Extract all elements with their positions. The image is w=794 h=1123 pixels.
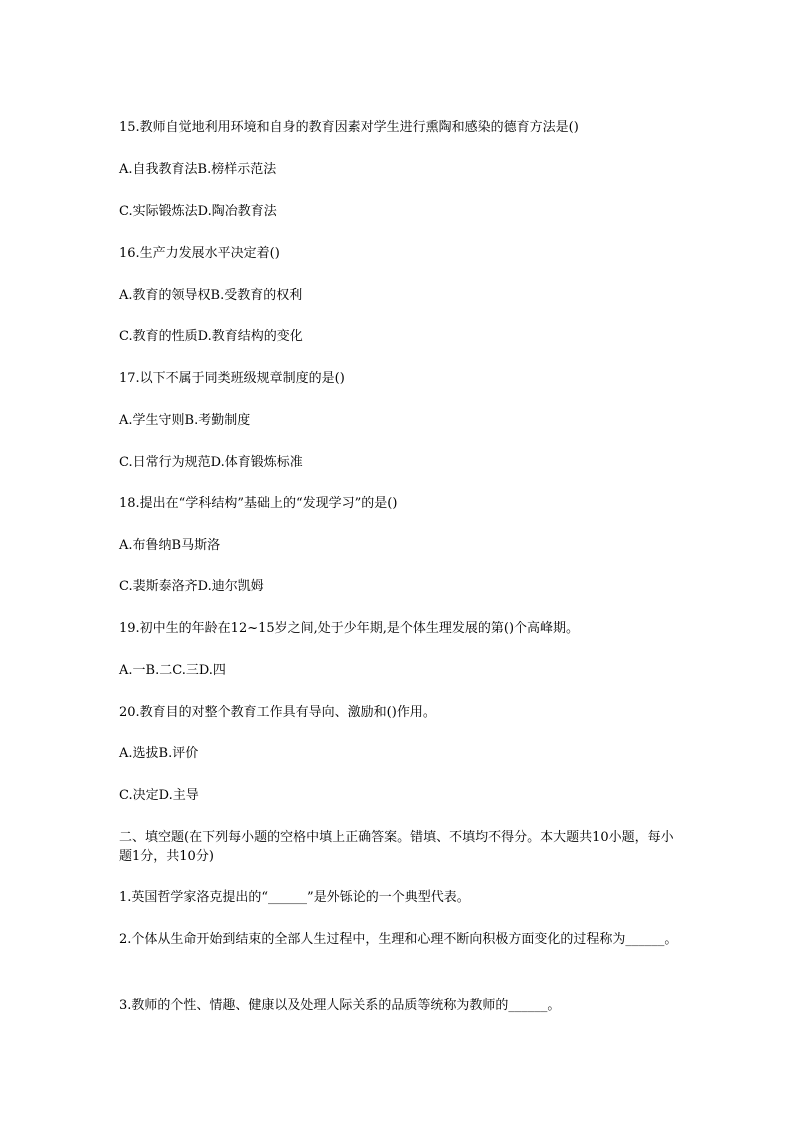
question-18-options-ab: A.布鲁纳B马斯洛	[119, 538, 221, 553]
question-20-options-ab: A.选拔B.评价	[119, 746, 199, 761]
question-16-stem: 16.生产力发展水平决定着()	[119, 246, 280, 261]
fill-in-question-3: 3.教师的个性、情趣、健康以及处理人际关系的品质等统称为教师的______。	[119, 998, 561, 1013]
question-17-options-cd: C.日常行为规范D.体育锻炼标准	[119, 455, 303, 470]
question-19-stem: 19.初中生的年龄在12~15岁之间,处于少年期,是个体生理发展的第()个高峰期。	[119, 621, 580, 636]
question-17-stem: 17.以下不属于同类班级规章制度的是()	[119, 371, 345, 386]
fill-in-question-2: 2.个体从生命开始到结束的全部人生过程中，生理和心理不断向积极方面变化的过程称为______。	[119, 932, 678, 947]
question-19-options: A.一B.二C.三D.四	[119, 663, 226, 678]
question-17-options-ab: A.学生守则B.考勤制度	[119, 413, 251, 428]
question-15-stem: 15.教师自觉地利用环境和自身的教育因素对学生进行熏陶和感染的德育方法是()	[119, 120, 579, 135]
question-16-options-cd: C.教育的性质D.教育结构的变化	[119, 329, 303, 344]
question-15-options-cd: C.实际锻炼法D.陶冶教育法	[119, 204, 277, 219]
question-18-options-cd: C.裴斯泰洛齐D.迪尔凯姆	[119, 579, 264, 594]
question-16-options-ab: A.教育的领导权B.受教育的权利	[119, 288, 303, 303]
fill-in-question-1: 1.英国哲学家洛克提出的“______”是外铄论的一个典型代表。	[119, 890, 470, 905]
question-18-stem: 18.提出在“学科结构”基础上的“发现学习”的是()	[119, 496, 398, 511]
section-fill-in-heading: 二、填空题(在下列每小题的空格中填上正确答案。错填、不填均不得分。本大题共10小题，每小题1分，共10分)	[119, 830, 674, 864]
question-20-stem: 20.教育目的对整个教育工作具有导向、激励和()作用。	[119, 705, 436, 720]
question-15-options-ab: A.自我教育法B.榜样示范法	[119, 162, 277, 177]
question-20-options-cd: C.决定D.主导	[119, 788, 199, 803]
